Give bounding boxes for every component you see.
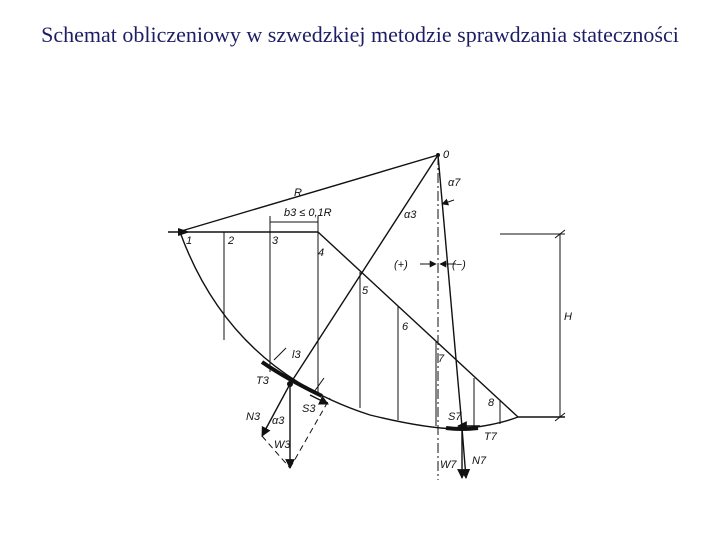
slice-number-8: 8 [488,397,495,409]
slope-line [318,232,518,417]
alpha7-label: α7 [448,177,461,189]
minus-label: (−) [452,259,466,271]
slice3-base [262,362,322,396]
center-label: 0 [443,149,450,161]
slice-number-2: 2 [228,235,235,247]
alpha7-arrow [442,200,454,204]
slice-width-label: b3 ≤ 0,1R [284,207,332,219]
W7-label: W7 [440,459,457,471]
plus-label: (+) [394,259,408,271]
N3-label: N3 [246,411,261,423]
radius-line [178,155,438,232]
N3-vector [262,384,290,436]
slice-number-7: 7 [438,353,445,365]
slice-number-4: 4 [318,247,325,259]
page-title: Schemat obliczeniowy w szwedzkiej metodzie sprawdzania stateczności [41,22,679,47]
S3-label: S3 [302,403,316,415]
slice-number-1: 1 [186,235,193,247]
alpha3-top-label: α3 [404,209,417,221]
radius-line-slice3 [290,155,438,384]
slice-number-6: 6 [402,321,409,333]
center-point [436,153,440,157]
radius-label: R [294,187,302,199]
height-label: H [564,311,572,323]
N7-label: N7 [472,455,487,467]
l3-label: l3 [292,349,301,361]
T7-label: T7 [484,431,497,443]
radius-line-slice7 [438,155,462,427]
alpha3-bottom-label: α3 [272,415,285,427]
l3-tick [274,348,286,360]
T3-label: T3 [256,375,269,387]
W3-label: W3 [274,439,291,451]
slice-number-3: 3 [272,235,279,247]
S7-label: S7 [448,411,462,423]
slice-number-5: 5 [362,285,369,297]
l3-tick [314,378,324,392]
